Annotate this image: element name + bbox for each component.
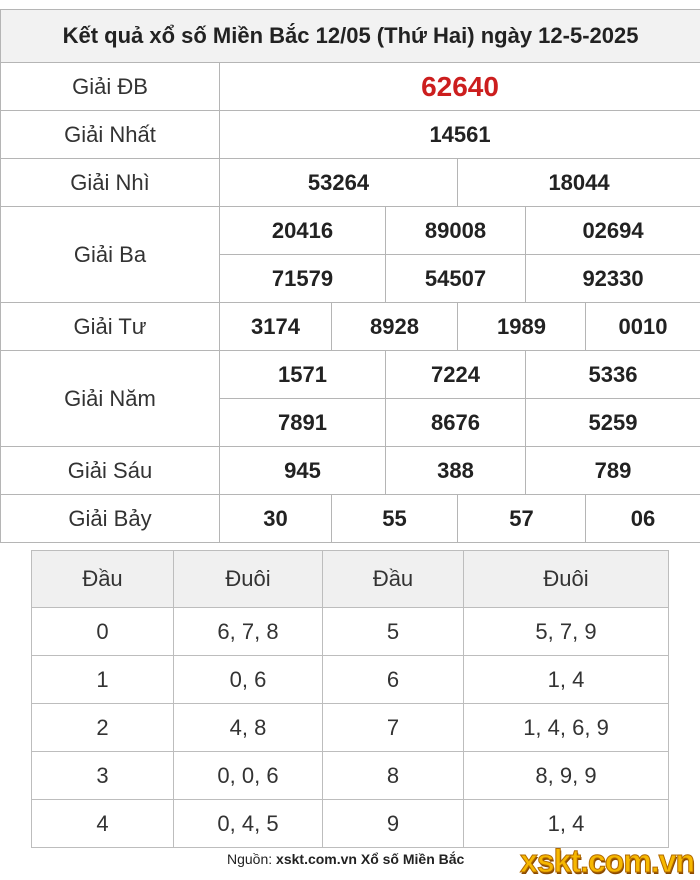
prize-number: 5336 — [526, 351, 700, 399]
prize-number: 3174 — [220, 303, 332, 351]
prize-number: 8676 — [386, 399, 526, 447]
prize-number: 0010 — [586, 303, 700, 351]
prize-number: 7224 — [386, 351, 526, 399]
prize-row-sau — [1, 447, 700, 495]
table-cell: 0 — [32, 608, 174, 656]
prize-number: 02694 — [526, 207, 700, 255]
prize-number: 1989 — [458, 303, 586, 351]
prize-number: 388 — [386, 447, 526, 495]
table-cell: 0, 4, 5 — [174, 800, 323, 848]
prize-number: 789 — [526, 447, 700, 495]
page-title: Kết quả xổ số Miền Bắc 12/05 (Thứ Hai) ngày 12-5-2025 — [1, 10, 700, 63]
prize-number: 71579 — [220, 255, 386, 303]
results-table — [0, 9, 700, 543]
column-header: Đầu — [323, 551, 464, 608]
column-header: Đầu — [32, 551, 174, 608]
table-cell: 0, 0, 6 — [174, 752, 323, 800]
table-cell: 3 — [32, 752, 174, 800]
table-row — [32, 656, 669, 704]
table-row — [32, 800, 669, 848]
table-row — [32, 704, 669, 752]
table-cell: 6 — [323, 656, 464, 704]
prize-number: 06 — [586, 495, 700, 543]
table-cell: 0, 6 — [174, 656, 323, 704]
prize-row-ba-1 — [1, 207, 700, 255]
prize-row-nhat — [1, 111, 700, 159]
column-header: Đuôi — [464, 551, 669, 608]
table-cell: 2 — [32, 704, 174, 752]
prize-number: 20416 — [220, 207, 386, 255]
prize-number: 30 — [220, 495, 332, 543]
prize-label-nhi: Giải Nhì — [1, 159, 220, 207]
prize-row-nam-1 — [1, 351, 700, 399]
prize-label-ba: Giải Ba — [1, 207, 220, 303]
prize-label-nam: Giải Năm — [1, 351, 220, 447]
table-cell: 6, 7, 8 — [174, 608, 323, 656]
prize-number: 18044 — [458, 159, 700, 207]
table-cell: 8 — [323, 752, 464, 800]
prize-number: 5259 — [526, 399, 700, 447]
special-prize-number: 62640 — [220, 63, 700, 111]
source-prefix: Nguồn: — [227, 851, 276, 867]
prize-label-db: Giải ĐB — [1, 63, 220, 111]
prize-number: 53264 — [220, 159, 458, 207]
table-cell: 1, 4 — [464, 800, 669, 848]
prize-number: 55 — [332, 495, 458, 543]
prize-row-tu — [1, 303, 700, 351]
table-row — [32, 608, 669, 656]
table-cell: 1, 4 — [464, 656, 669, 704]
table-cell: 4 — [32, 800, 174, 848]
column-header: Đuôi — [174, 551, 323, 608]
table-cell: 5 — [323, 608, 464, 656]
site-logo[interactable]: xskt.com.vn — [520, 843, 694, 880]
prize-number: 92330 — [526, 255, 700, 303]
prize-number: 8928 — [332, 303, 458, 351]
table-cell: 1 — [32, 656, 174, 704]
prize-number: 7891 — [220, 399, 386, 447]
prize-label-tu: Giải Tư — [1, 303, 220, 351]
source-footer — [227, 851, 464, 867]
table-cell: 4, 8 — [174, 704, 323, 752]
prize-number: 54507 — [386, 255, 526, 303]
prize-number: 1571 — [220, 351, 386, 399]
prize-label-sau: Giải Sáu — [1, 447, 220, 495]
prize-label-nhat: Giải Nhất — [1, 111, 220, 159]
prize-number: 945 — [220, 447, 386, 495]
table-row — [32, 752, 669, 800]
prize-number: 14561 — [220, 111, 700, 159]
table-cell: 7 — [323, 704, 464, 752]
prize-label-bay: Giải Bảy — [1, 495, 220, 543]
table-cell: 8, 9, 9 — [464, 752, 669, 800]
table-cell: 1, 4, 6, 9 — [464, 704, 669, 752]
prize-row-db — [1, 63, 700, 111]
table-cell: 5, 7, 9 — [464, 608, 669, 656]
source-link[interactable]: xskt.com.vn Xổ số Miền Bắc — [276, 851, 464, 867]
loto-header-row — [32, 551, 669, 608]
prize-row-nhi — [1, 159, 700, 207]
prize-number: 89008 — [386, 207, 526, 255]
prize-row-bay — [1, 495, 700, 543]
table-cell: 9 — [323, 800, 464, 848]
prize-number: 57 — [458, 495, 586, 543]
loto-table — [31, 550, 669, 848]
